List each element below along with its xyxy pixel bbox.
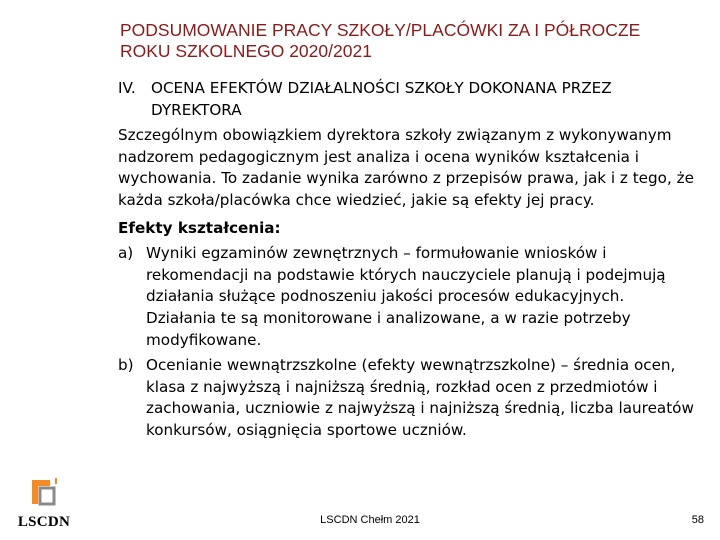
list-item-text: Ocenianie wewnątrzszkolne (efekty wewnątrzszkolne) – średnia ocen, klasa z najwyższą i najniższą średnią, rozkład ocen z przedmiotów i zachowania, uczniowie z najwyższą i najniższą średnią, liczba laureatów konkursów, osiągnięcia sportowe uczniów. [146,356,694,439]
list-item-marker: b) [118,356,134,375]
list-item [118,355,698,441]
list-item [118,243,698,351]
section-number: IV. [118,79,136,97]
lscdn-logo-icon [28,476,60,508]
logo [8,476,80,532]
section-heading-text: OCENA EFEKTÓW DZIAŁALNOŚCI SZKOŁY DOKONANA PRZEZ DYREKTORA [151,79,612,119]
list-item-text: Wyniki egzaminów zewnętrznych – formułowanie wniosków i rekomendacji na podstawie których nauczyciele planują i podejmują działania służące podnoszeniu jakości procesów edukacyjnych. Działania te są monitorowane i analizowane, a w razie potrzeby modyfikowane. [146,244,666,349]
logo-text: LSCDN [17,514,71,530]
intro-paragraph: Szczególnym obowiązkiem dyrektora szkoły związanym z wykonywanym nadzorem pedagogicznym jest analiza i ocena wyników kształcenia i wychowania. To zadanie wynika zarówno z przepisów prawa, jak i z tego, że każda szkoła/placówka chce wiedzieć, jakie są efekty jej pracy. [118,126,694,209]
list-item-marker: a) [118,244,134,263]
page-number: 58 [691,514,704,526]
subheading: Efekty kształcenia: [118,218,281,237]
footer-text: LSCDN Chełm 2021 [320,514,420,526]
slide-body [118,78,698,446]
slide-title: PODSUMOWANIE PRACY SZKOŁY/PLACÓWKI ZA I PÓŁROCZE ROKU SZKOLNEGO 2020/2021 [120,20,641,61]
section-heading [118,78,698,121]
